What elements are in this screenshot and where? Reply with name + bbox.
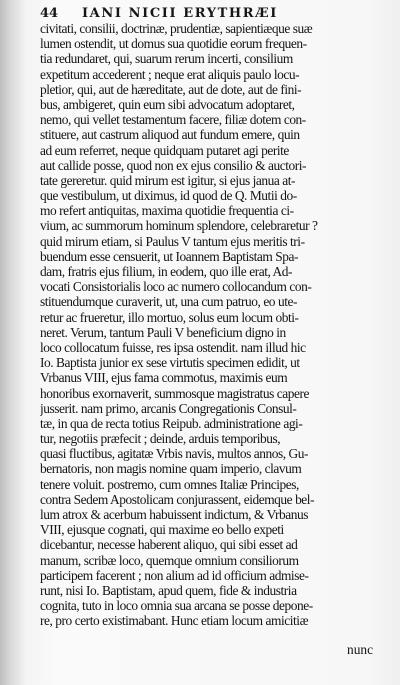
text-line: manum, scribæ loco, quemque omnium consiliorum — [40, 552, 299, 568]
text-line: jusserit. nam primo, arcanis Congregationis Consul- — [40, 400, 297, 416]
running-head-title: IANI NICII ERYTHRÆI — [82, 6, 278, 21]
text-line: Io. Baptista junior ex sese virtutis specimen edidit, ut — [40, 355, 300, 371]
text-line: vocati Consistorialis loco ac numero collocandum con- — [40, 279, 312, 295]
text-line: mo refert antiquitas, maxima quotidie frequentia ci- — [40, 203, 294, 219]
text-line: bernatoris, non magis nomine quam imperio, clavum — [40, 461, 302, 477]
text-line: participem facerent ; non alium ad id officium admise- — [40, 567, 309, 583]
text-line: vium, ac summorum hominum splendore, celebraretur ? — [40, 218, 318, 234]
text-line: tur, negotiis præfecit ; deinde, arduis temporibus, — [40, 431, 281, 447]
text-line: lum atrox & acerbum habuissent indictum, & Vrbanus — [40, 507, 309, 522]
text-line: ad eum referret, neque quidquam putaret agi perite — [40, 142, 289, 158]
text-line: Vrbanus VIII, ejus fama commotus, maximis eum — [40, 370, 288, 386]
text-line: buendum esse censuerit, ut Ioannem Baptistam Spa- — [40, 248, 298, 264]
text-line: runt, nisi Io. Baptistam, apud quem, fide & industria — [40, 582, 297, 598]
catchword: nunc — [347, 642, 374, 657]
text-line: contra Sedem Apostolicam conjurassent, eidemque bel- — [40, 491, 315, 507]
text-line: expetitum accederent ; neque erat aliquis paulo locu- — [40, 66, 300, 82]
text-line: honoribus exornaverit, summosque magistratus capere — [40, 385, 309, 401]
text-line: re, pro certo existimabant. Hunc etiam locum amicitiæ — [40, 613, 309, 629]
text-line: que vestibulum, ut diximus, id quod de Q. Mutii do- — [40, 188, 297, 204]
gutter-shadow — [0, 0, 26, 685]
text-line: tenere voluit. postremo, cum omnes Italiæ Principes, — [40, 476, 299, 492]
text-line: tia redundaret, qui, suarum rerum incerti, consilium — [40, 51, 293, 67]
text-line: quasi fluctibus, agitatæ Vrbis navis, multos annos, Gu- — [40, 446, 309, 462]
body-text — [40, 21, 396, 629]
text-line: stituendumque curaverit, ut, una cum patruo, eo ute- — [40, 294, 297, 310]
page-number: 44 — [40, 6, 59, 21]
text-line: tæ, in qua de recta totius Reipub. administratione agi- — [40, 415, 303, 431]
text-line: neret. Verum, tantum Pauli V beneficium digno in — [40, 324, 286, 340]
text-line: VIII, ejusque cognati, qui maxime eo bello expeti — [40, 522, 284, 538]
text-line: stituere, aut castrum aliquod aut fundum emere, quin — [40, 127, 300, 143]
text-line: cognita, tuto in loco omnia sua arcana se posse depone- — [40, 598, 313, 614]
text-line: civitati, consilii, doctrinæ, prudentiæ, sapientiæque suæ — [40, 21, 313, 36]
text-line: aut callide posse, quod non ex ejus consilio & auctori- — [40, 157, 307, 173]
text-line: loco collocatum fuisse, res ipsa ostendit. nam illud hic — [40, 339, 306, 355]
text-line: pletior, qui, aut de hæreditate, aut de dote, aut de fini- — [40, 81, 302, 97]
text-line: tate gereretur. quid mirum est igitur, si ejus janua at- — [40, 172, 296, 188]
text-line: bus, ambigeret, quin eum sibi advocatum adoptaret, — [40, 96, 295, 112]
text-line: dicebantur, necesse haberent aliquo, qui sibi esset ad — [40, 537, 298, 553]
text-line: quid mirum etiam, si Paulus V tantum ejus meritis tri- — [40, 233, 305, 249]
text-line: retur ac frueretur, illo mortuo, solus eum locum obti- — [40, 309, 299, 325]
text-line: lumen ostendit, ut domus sua quotidie eorum frequen- — [40, 36, 307, 52]
text-line: dam, fratris ejus filium, in eodem, quo ille erat, Ad- — [40, 264, 292, 279]
text-line: nemo, qui vellet testamentum facere, filiæ dotem con- — [40, 112, 306, 128]
